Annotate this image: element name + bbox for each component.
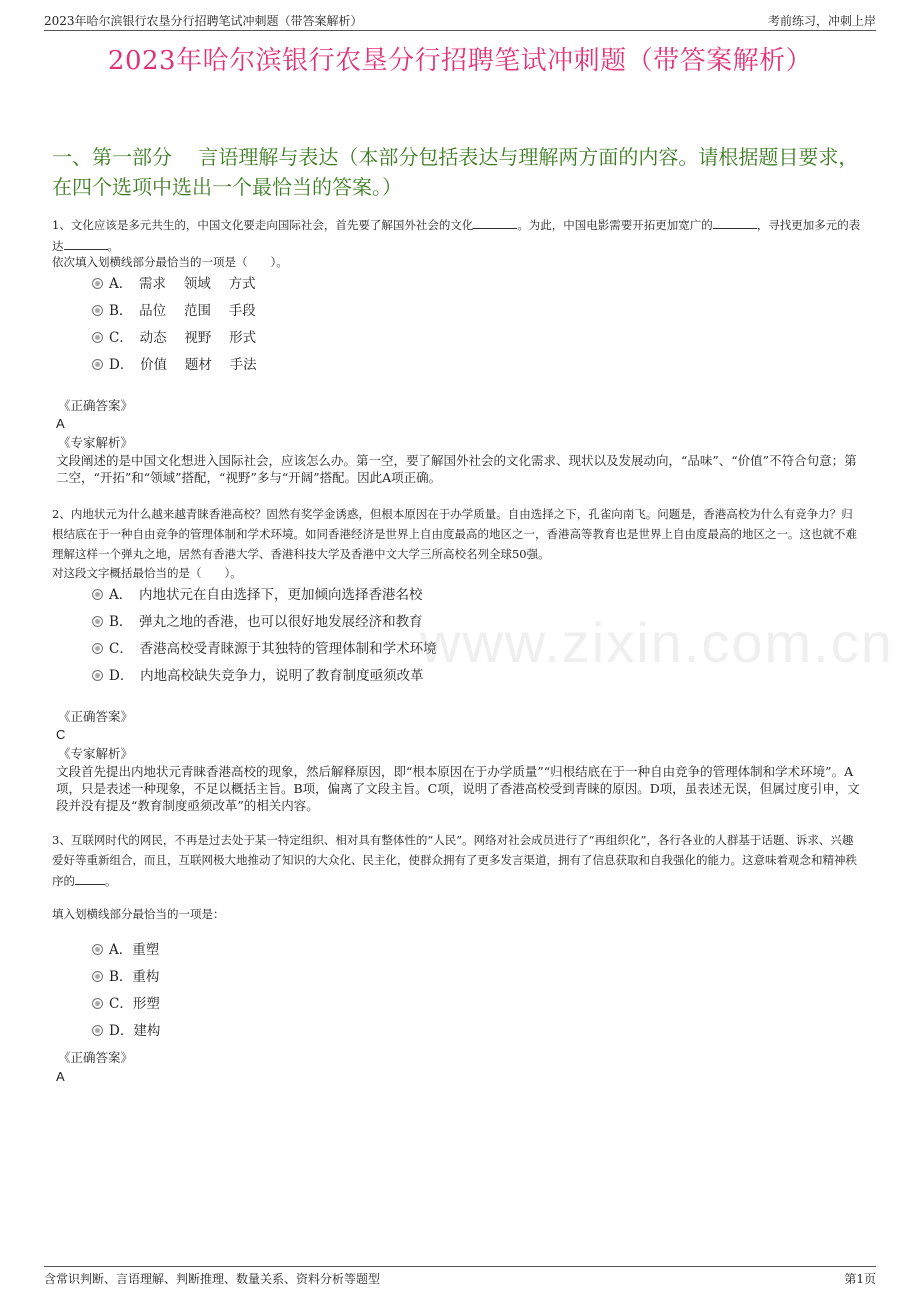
radio-icon[interactable] [92, 589, 103, 600]
radio-icon[interactable] [92, 643, 103, 654]
question-1-text-1: 1、文化应该是多元共生的，中国文化要走向国际社会，首先要了解国外社会的文化 [52, 218, 474, 232]
option-label: D． 价值 题材 手法 [109, 357, 257, 373]
page-header [44, 12, 876, 31]
question-1-text-2: 。为此，中国电影需要开拓更加宽广的 [517, 218, 713, 232]
question-2-ask: 对这段文字概括最恰当的是（ ）。 [52, 566, 242, 580]
radio-icon[interactable] [92, 305, 103, 316]
question-2-answer: C [56, 727, 66, 742]
question-3-option-a[interactable] [92, 940, 159, 960]
question-1-option-c[interactable] [92, 328, 256, 348]
blank-line [75, 870, 105, 885]
section-heading: 一、第一部分 言语理解与表达（本部分包括表达与理解两方面的内容。请根据题目要求，在四个选项中选出一个最恰当的答案。） [52, 145, 859, 199]
option-label: B． 品位 范围 手段 [109, 303, 256, 319]
question-2-explanation: 文段首先提出内地状元青睐香港高校的现象，然后解释原因，即“根本原因在于办学质量”“归根结底在于一种自由竞争的管理体制和学术环境”。A项，只是表述一种现象，不足以概括主旨。B项，偏离了文段主旨。C项，说明了香港高校受到青睐的原因。D项，虽表述无误，但属过度引申，文段并没有提及“教育制度亟须改革”的相关内容。 [56, 764, 860, 813]
question-1-explanation: 文段阐述的是中国文化想进入国际社会，应该怎么办。第一空，要了解国外社会的文化需求、现状以及发展动向，“品味”、“价值”不符合句意；第二空，“开拓”和“领域”搭配，“视野”多与“开阔”搭配。因此A项正确。 [56, 453, 857, 485]
blank-line [713, 214, 757, 229]
page-number: 第1页 [844, 1272, 876, 1286]
question-2-option-c[interactable] [92, 639, 437, 659]
radio-icon[interactable] [92, 971, 103, 982]
option-label: B． 弹丸之地的香港，也可以很好地发展经济和教育 [109, 614, 423, 630]
question-2-stem: 2、内地状元为什么越来越青睐香港高校？固然有奖学金诱惑，但根本原因在于办学质量。自由选择之下，孔雀向南飞。问题是，香港高校为什么有竞争力？归根结底在于一种自由竞争的管理体制和学术环境。如同香港经济是世界上自由度最高的地区之一，香港高等教育也是世界上自由度最高的地区之一。这也就不难理解这样一个弹丸之地，居然有香港大学、香港科技大学及香港中文大学三所高校名列全球50强。 [52, 507, 857, 561]
option-label: C．形塑 [109, 996, 160, 1012]
question-1-ask: 依次填入划横线部分最恰当的一项是（ ）。 [52, 255, 288, 269]
radio-icon[interactable] [92, 1025, 103, 1036]
blank-line [473, 214, 517, 229]
option-label: C． 动态 视野 形式 [109, 330, 257, 346]
radio-icon[interactable] [92, 670, 103, 681]
question-1-option-a[interactable] [92, 274, 256, 294]
question-3-stem [52, 830, 862, 891]
header-slogan: 考前练习，冲刺上岸 [767, 14, 876, 28]
radio-icon[interactable] [92, 359, 103, 370]
radio-icon[interactable] [92, 278, 103, 289]
option-label: A．重塑 [109, 942, 160, 958]
question-3-option-b[interactable] [92, 967, 159, 987]
radio-icon[interactable] [92, 332, 103, 343]
explanation-label: 《专家解析》 [58, 746, 134, 761]
question-3-option-d[interactable] [92, 1021, 160, 1041]
question-3-ask: 填入划横线部分最恰当的一项是： [52, 907, 225, 921]
answer-label: 《正确答案》 [58, 398, 134, 413]
question-1-text-3: ，寻找更加多元的表达 [52, 218, 861, 253]
footer-question-types: 含常识判断、言语理解、判断推理、数量关系、资料分析等题型 [44, 1272, 381, 1286]
question-2-option-d[interactable] [92, 666, 424, 686]
option-label: D．建构 [109, 1023, 161, 1039]
question-2-option-a[interactable] [92, 585, 423, 605]
question-3-answer: A [56, 1069, 65, 1084]
answer-label: 《正确答案》 [58, 709, 134, 724]
explanation-label: 《专家解析》 [58, 435, 134, 450]
question-1-answer: A [56, 416, 65, 431]
question-2-option-b[interactable] [92, 612, 423, 632]
option-label: D． 内地高校缺失竞争力，说明了教育制度亟须改革 [109, 668, 424, 684]
question-3-option-c[interactable] [92, 994, 160, 1014]
page-title: 2023年哈尔滨银行农垦分行招聘笔试冲刺题（带答案解析） [107, 46, 813, 76]
question-1-text-4: 。 [107, 239, 119, 253]
question-1-option-b[interactable] [92, 301, 256, 321]
option-label: B．重构 [109, 969, 160, 985]
answer-label: 《正确答案》 [58, 1050, 134, 1065]
header-doc-title: 2023年哈尔滨银行农垦分行招聘笔试冲刺题（带答案解析） [44, 14, 363, 28]
watermark: www.zixin.com.cn [420, 611, 894, 674]
question-3-text-2: 。 [105, 874, 117, 888]
page-footer [44, 1266, 876, 1286]
option-label: A． 需求 领域 方式 [109, 276, 256, 292]
option-label: C． 香港高校受青睐源于其独特的管理体制和学术环境 [109, 641, 437, 657]
question-1-stem [52, 214, 862, 256]
blank-line [64, 235, 108, 250]
question-3-text-1: 3、互联网时代的网民，不再是过去处于某一特定组织、相对具有整体性的“人民”。网络对社会成员进行了“再组织化”，各行各业的人群基于话题、诉求、兴趣爱好等重新组合，而且，互联网极大地推动了知识的大众化、民主化，使群众拥有了更多发言渠道，拥有了信息获取和自我强化的能力。这意味着观念和精神秩序的 [52, 833, 857, 888]
question-1-option-d[interactable] [92, 355, 257, 375]
radio-icon[interactable] [92, 998, 103, 1009]
option-label: A． 内地状元在自由选择下，更加倾向选择香港名校 [109, 587, 423, 603]
radio-icon[interactable] [92, 616, 103, 627]
radio-icon[interactable] [92, 944, 103, 955]
